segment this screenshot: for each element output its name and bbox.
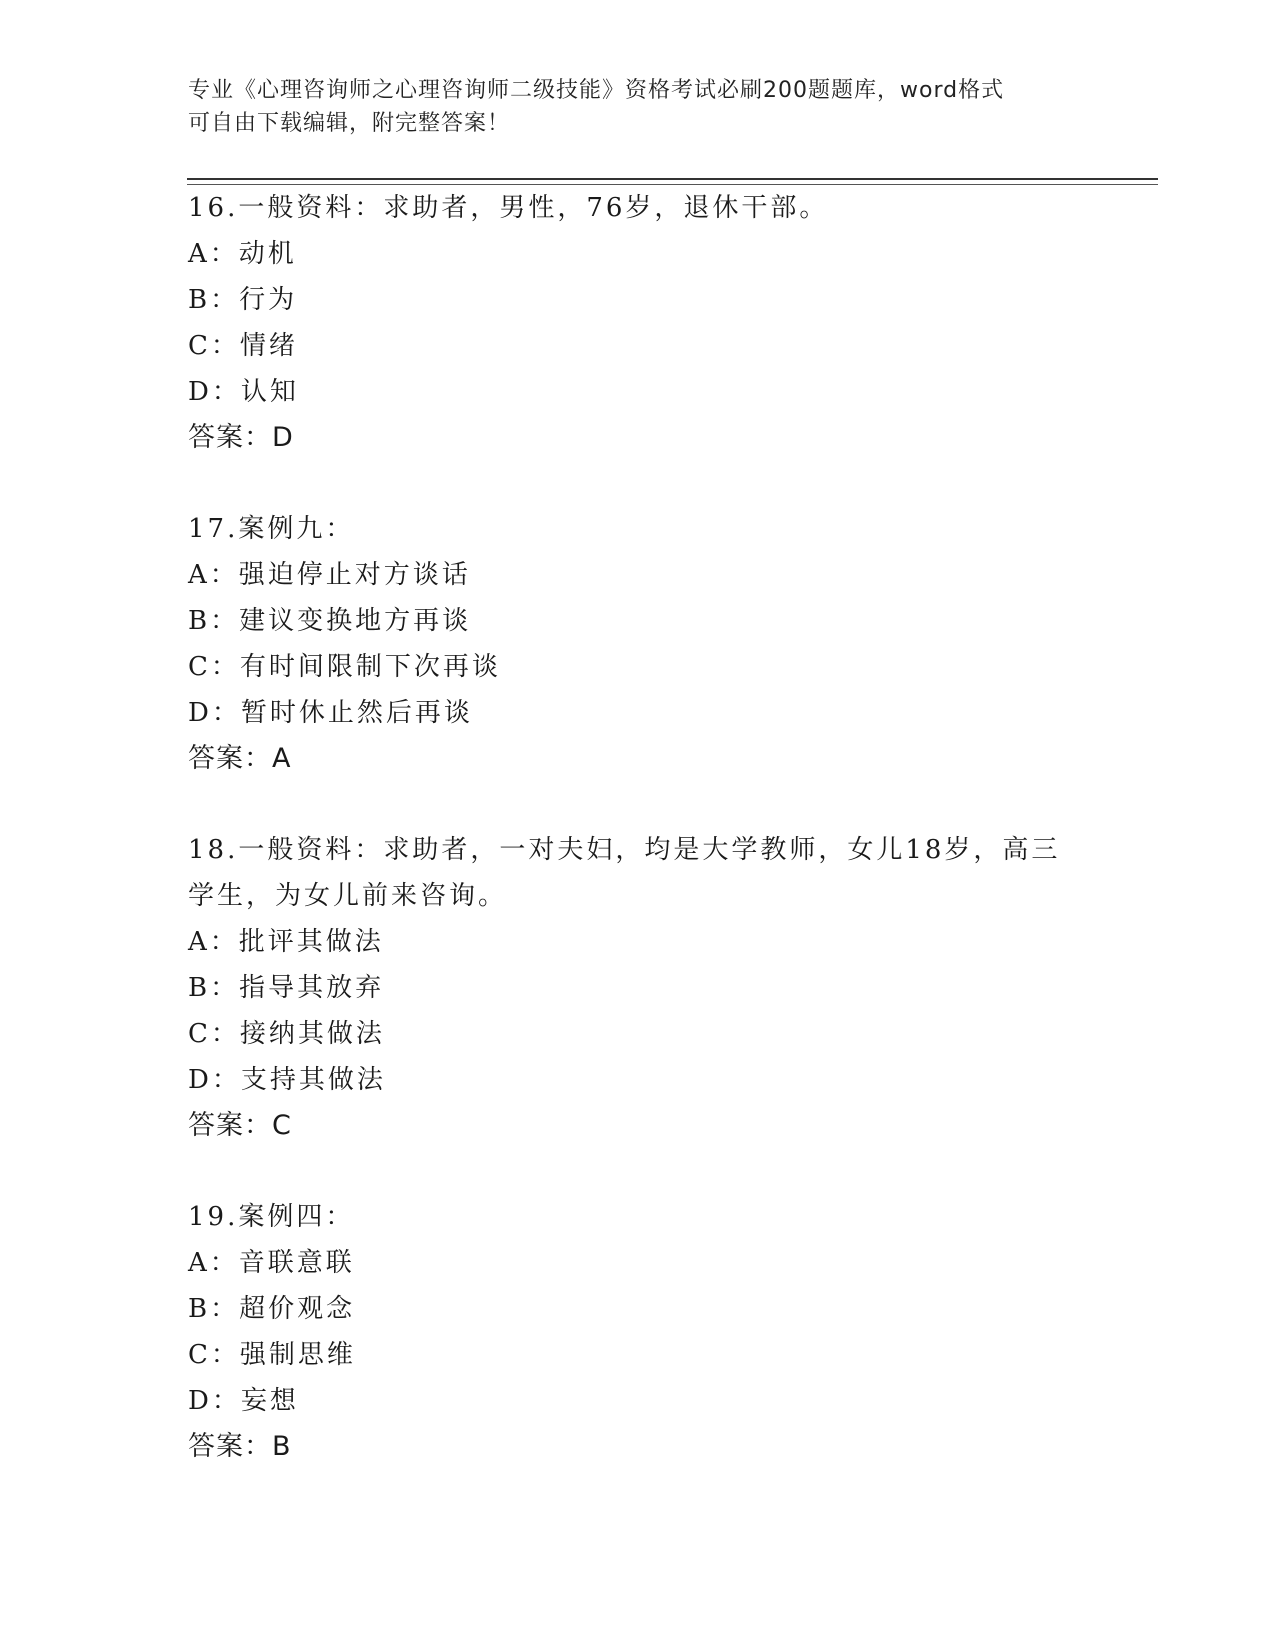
question-stem: 19.案例四： (188, 1202, 355, 1232)
option-a: A：批评其做法 (188, 927, 384, 957)
option-b: B：行为 (188, 285, 298, 315)
option-d: D：暂时休止然后再谈 (188, 698, 473, 728)
option-c: C：有时间限制下次再谈 (188, 652, 501, 682)
question-18 (188, 827, 1088, 1149)
question-stem: 17.案例九： (188, 514, 355, 544)
option-c: C：情绪 (188, 331, 298, 361)
option-d: D：支持其做法 (188, 1065, 386, 1095)
header-line-1: 专业《心理咨询师之心理咨询师二级技能》资格考试必刷200题题库，word格式 (188, 78, 1005, 103)
question-17 (188, 506, 1088, 782)
question-stem: 16.一般资料：求助者，男性，76岁，退休干部。 (188, 193, 829, 223)
option-d: D：妄想 (188, 1386, 299, 1416)
option-d: D：认知 (188, 377, 299, 407)
header-divider-thick (187, 178, 1158, 180)
option-a: A：动机 (188, 239, 297, 269)
answer: 答案：C (188, 1110, 292, 1141)
option-b: B：超价观念 (188, 1294, 356, 1324)
option-b: B：指导其放弃 (188, 973, 385, 1003)
option-a: A：音联意联 (188, 1248, 355, 1278)
option-b: B：建议变换地方再谈 (188, 606, 472, 636)
option-c: C：接纳其做法 (188, 1019, 385, 1049)
answer: 答案：D (188, 422, 294, 453)
question-stem-line-2: 学生，为女儿前来咨询。 (188, 881, 508, 911)
answer: 答案：A (188, 743, 292, 774)
question-stem-line-1: 18.一般资料：求助者，一对夫妇，均是大学教师，女儿18岁，高三 (188, 835, 1061, 865)
option-a: A：强迫停止对方谈话 (188, 560, 471, 590)
document-header (188, 74, 1088, 140)
option-c: C：强制思维 (188, 1340, 356, 1370)
answer: 答案：B (188, 1431, 292, 1462)
question-16 (188, 185, 1088, 461)
header-line-2: 可自由下载编辑，附完整答案！ (188, 111, 511, 136)
question-19 (188, 1194, 1088, 1470)
